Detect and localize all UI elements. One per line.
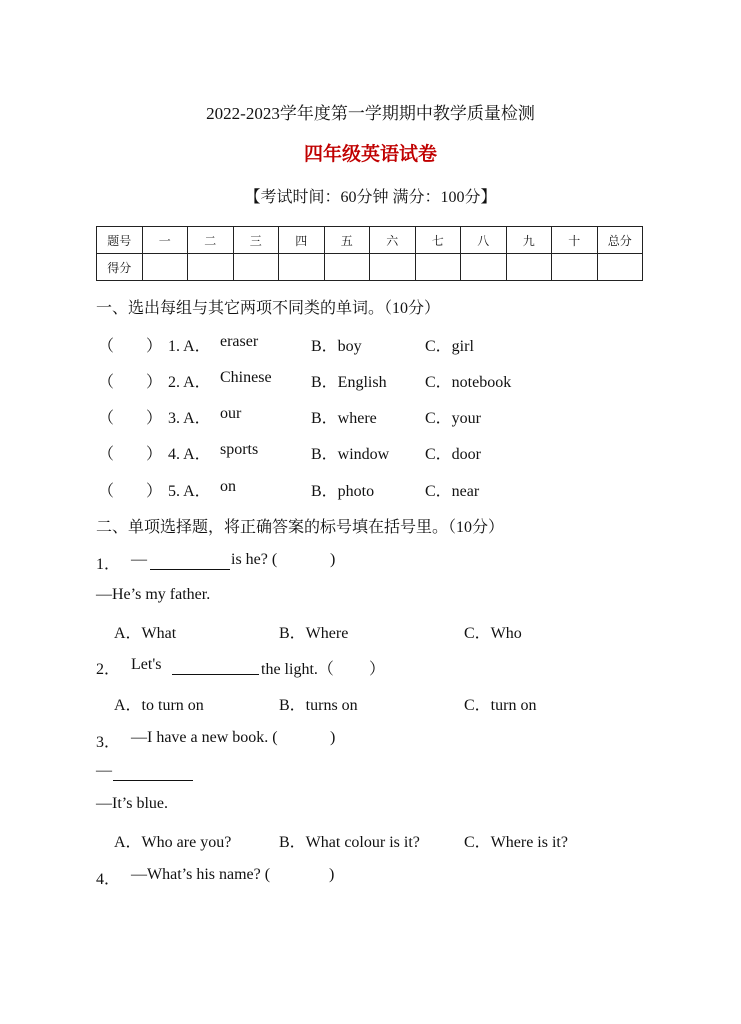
option-a: our (220, 405, 242, 422)
score-table-header-row (97, 227, 643, 254)
question-number: 3． (96, 734, 121, 751)
answer-paren-open[interactable]: （ (98, 410, 115, 427)
table-cell: 五 (324, 227, 370, 254)
option-c: C．Where is it? (464, 834, 568, 851)
option-b: B．turns on (279, 697, 358, 714)
option-b: B．What colour is it? (279, 834, 420, 851)
option-c: C．girl (425, 338, 474, 355)
answer-blank[interactable] (172, 656, 259, 675)
option-b: B．photo (311, 483, 375, 500)
dash: — (96, 762, 112, 779)
section2-heading: 二、单项选择题，将正确答案的标号填在括号里。（10分） (96, 519, 505, 536)
option-a: A．to turn on (114, 697, 204, 714)
question-text: is he? ( (231, 551, 278, 568)
answer-blank[interactable] (150, 551, 230, 570)
answer-paren-open[interactable]: （ (98, 374, 115, 391)
question-number: 2. A． (168, 374, 211, 391)
table-cell: 得分 (97, 254, 143, 281)
question-number: 1. A． (168, 338, 211, 355)
exam-subtitle: 四年级英语试卷 (303, 144, 437, 165)
option-a: on (220, 478, 236, 495)
answer-paren-open[interactable]: （ (98, 446, 115, 463)
dash: — (131, 551, 147, 568)
table-cell: 总分 (597, 227, 643, 254)
table-cell: 四 (279, 227, 325, 254)
score-cell[interactable] (415, 254, 461, 281)
score-cell[interactable] (552, 254, 598, 281)
option-a: A．What (114, 625, 177, 642)
answer-paren-close: ) (330, 551, 336, 568)
question-number: 4． (96, 871, 121, 888)
answer-paren-close: ） (146, 410, 163, 427)
table-cell: 题号 (97, 227, 143, 254)
option-b: B．where (311, 410, 377, 427)
table-cell: 九 (506, 227, 552, 254)
table-cell: 七 (415, 227, 461, 254)
exam-title: 2022-2023学年度第一学期期中教学质量检测 (206, 104, 535, 123)
answer-paren-close: ) (330, 729, 336, 746)
answer-paren-close: ） (369, 661, 386, 678)
option-c: C．near (425, 483, 480, 500)
option-a: A．Who are you? (114, 834, 232, 851)
option-a: Chinese (220, 369, 272, 386)
question-text: —I have a new book. ( (131, 729, 278, 746)
score-cell[interactable] (142, 254, 188, 281)
table-cell: 六 (370, 227, 416, 254)
option-c: C．door (425, 446, 482, 463)
question-number: 3. A． (168, 410, 211, 427)
question-text: the light.（ (261, 661, 334, 678)
answer-paren-close: ） (146, 446, 163, 463)
option-c: C．notebook (425, 374, 512, 391)
score-cell[interactable] (324, 254, 370, 281)
answer-blank[interactable] (113, 762, 193, 781)
table-cell: 八 (461, 227, 507, 254)
question-number: 2． (96, 661, 121, 678)
table-cell: 三 (233, 227, 279, 254)
option-a: sports (220, 441, 259, 458)
option-c: C．your (425, 410, 482, 427)
score-cell[interactable] (597, 254, 643, 281)
option-a: eraser (220, 333, 259, 350)
score-table-score-row (97, 254, 643, 281)
question-number: 1． (96, 556, 121, 573)
question-text: —What’s his name? ( (131, 866, 271, 883)
score-cell[interactable] (233, 254, 279, 281)
answer-paren-close: ） (146, 338, 163, 355)
score-cell[interactable] (461, 254, 507, 281)
option-c: C．Who (464, 625, 522, 642)
section1-heading: 一、选出每组与其它两项不同类的单词。（10分） (96, 300, 441, 317)
answer-paren-open[interactable]: （ (98, 338, 115, 355)
score-cell[interactable] (188, 254, 234, 281)
option-b: B．Where (279, 625, 349, 642)
table-cell: 一 (142, 227, 188, 254)
score-cell[interactable] (370, 254, 416, 281)
score-cell[interactable] (279, 254, 325, 281)
option-b: B．window (311, 446, 390, 463)
reply-text: —He’s my father. (96, 586, 211, 603)
option-c: C．turn on (464, 697, 537, 714)
score-table (96, 226, 643, 281)
table-cell: 二 (188, 227, 234, 254)
answer-paren-close: ） (146, 374, 163, 391)
question-text: Let's (131, 656, 162, 673)
table-cell: 十 (552, 227, 598, 254)
option-b: B．English (311, 374, 387, 391)
question-number: 5. A． (168, 483, 211, 500)
answer-paren-open[interactable]: （ (98, 483, 115, 500)
score-cell[interactable] (506, 254, 552, 281)
reply-text: —It’s blue. (96, 795, 168, 812)
question-number: 4. A． (168, 446, 211, 463)
answer-paren-close: ) (329, 866, 335, 883)
option-b: B．boy (311, 338, 362, 355)
answer-paren-close: ） (146, 483, 163, 500)
exam-info: 【考试时间：60分钟 满分：100分】 (244, 189, 497, 206)
